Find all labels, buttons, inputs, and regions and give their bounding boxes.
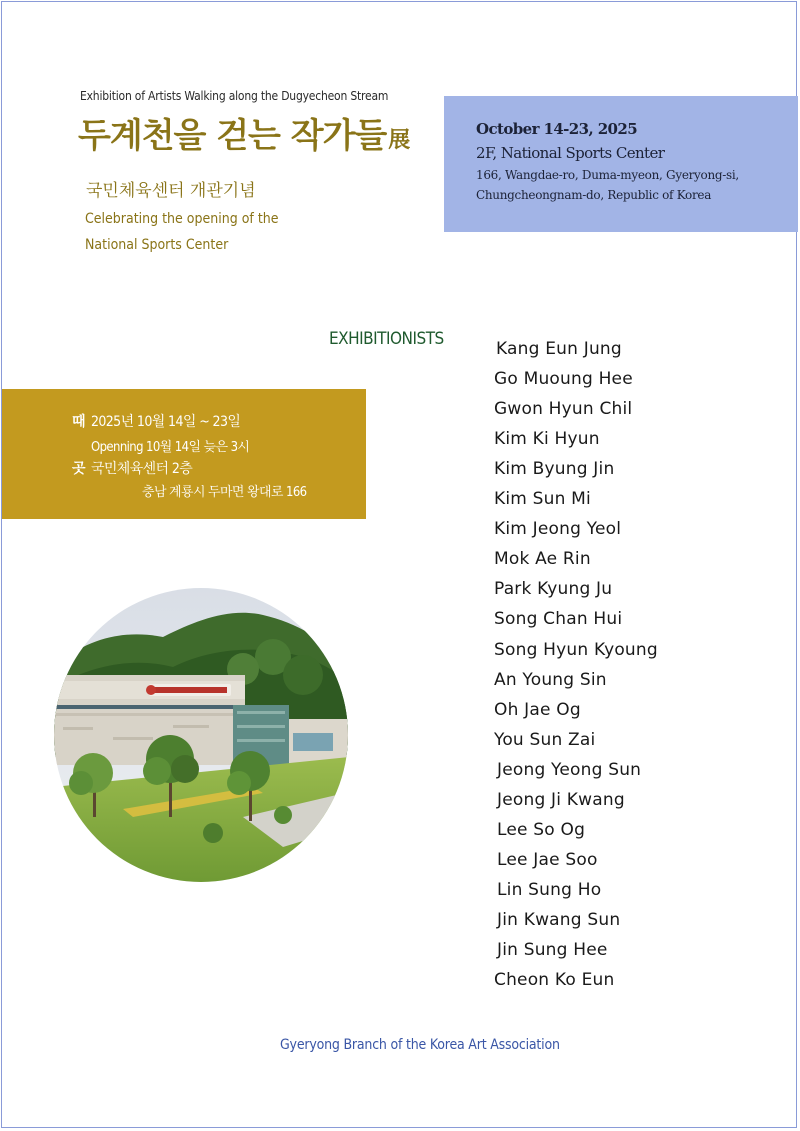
artist-name: You Sun Zai: [494, 730, 596, 750]
artist-name: An Young Sin: [494, 670, 607, 690]
when-label: 때: [72, 414, 85, 430]
artist-name: Cheon Ko Eun: [494, 970, 615, 990]
info-place: 2F, National Sports Center: [476, 144, 665, 162]
artist-name: Song Chan Hui: [494, 609, 623, 629]
artist-name: Kim Jeong Yeol: [494, 519, 622, 539]
artist-name: Mok Ae Rin: [494, 549, 591, 569]
exhibition-title: [78, 108, 409, 157]
artist-name: Kim Sun Mi: [494, 489, 591, 509]
artist-name: Kim Byung Jin: [494, 459, 615, 479]
title-text: 두계천을 걷는 작가들: [78, 116, 387, 156]
artist-name: Oh Jae Og: [494, 700, 581, 720]
exhibitionists-heading: EXHIBITIONISTS: [329, 329, 444, 349]
artist-name: Jin Sung Hee: [497, 940, 608, 960]
where-label: 곳: [72, 461, 85, 477]
where-value: 국민체육센터 2층: [90, 461, 193, 477]
artist-name: Kim Ki Hyun: [494, 429, 600, 449]
artist-name: Jin Kwang Sun: [497, 910, 621, 930]
artist-name: Gwon Hyun Chil: [494, 399, 633, 419]
schedule-where: [72, 458, 192, 478]
subtitle-english: Celebrating the opening of the National Sports Center: [85, 211, 279, 253]
info-date: October 14-23, 2025: [476, 120, 638, 138]
artist-name: Lee So Og: [497, 820, 586, 840]
artist-name: Kang Eun Jung: [496, 339, 622, 359]
artist-name: Lee Jae Soo: [497, 850, 598, 870]
artist-name: Jeong Yeong Sun: [497, 760, 642, 780]
schedule-box: [2, 389, 366, 519]
sports-center-photo: [53, 587, 349, 883]
exhibition-eyebrow: Exhibition of Artists Walking along the Dugyecheon Stream: [80, 89, 389, 103]
artist-name: Jeong Ji Kwang: [497, 790, 625, 810]
title-suffix: 展: [388, 128, 410, 153]
schedule-opening: Openning 10월 14일 늦은 3시: [91, 440, 250, 455]
schedule-when: [72, 411, 240, 431]
when-value: 2025년 10월 14일 ~ 23일: [90, 414, 241, 430]
info-box: [444, 96, 798, 232]
artist-name: Lin Sung Ho: [497, 880, 602, 900]
schedule-address: 충남 계룡시 두마면 왕대로 166: [142, 485, 307, 500]
info-address: 166, Wangdae-ro, Duma-myeon, Gyeryong-si, Chungcheongnam-do, Republic of Korea: [476, 168, 739, 202]
artist-name: Song Hyun Kyoung: [494, 640, 658, 660]
organizer-footer: Gyeryong Branch of the Korea Art Association: [280, 1037, 560, 1053]
subtitle-korean: 국민체육센터 개관기념: [86, 181, 256, 201]
artist-name: Go Muoung Hee: [494, 369, 633, 389]
artist-name: Park Kyung Ju: [494, 579, 613, 599]
